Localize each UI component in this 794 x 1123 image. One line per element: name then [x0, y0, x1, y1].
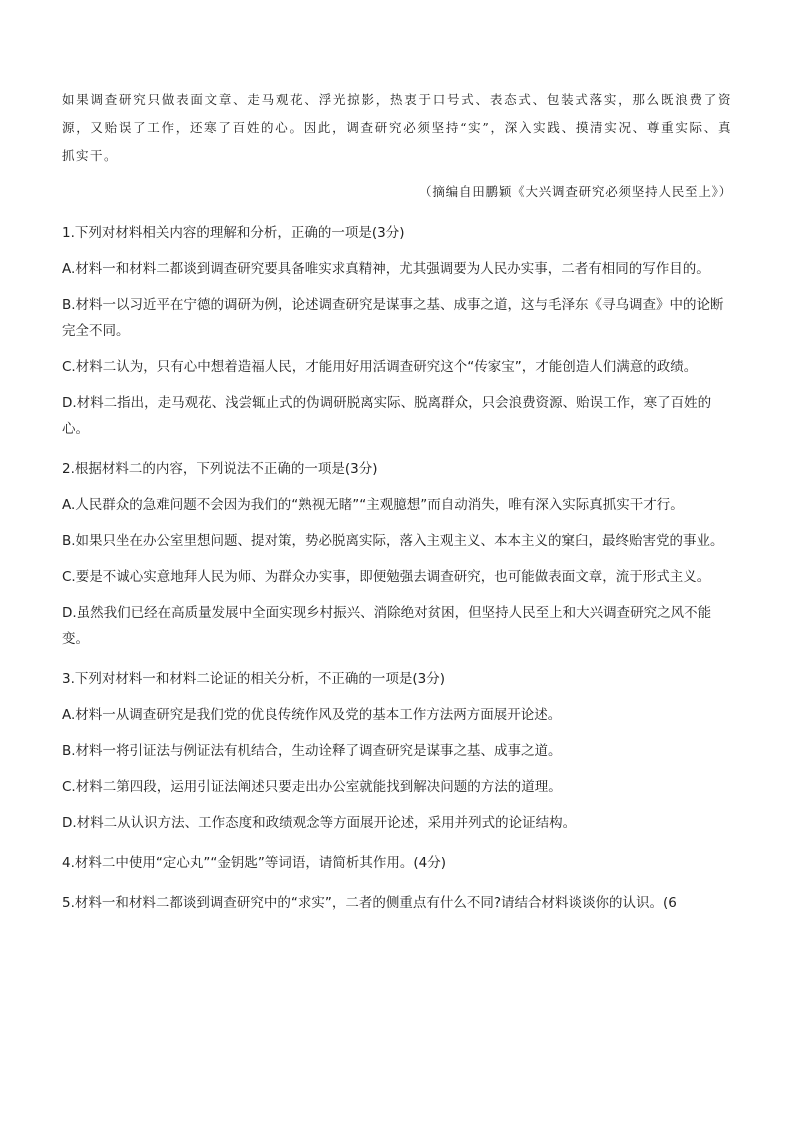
source-citation: （摘编自田鹏颖《大兴调查研究必须坚持人民至上》） [419, 184, 732, 199]
question-stem: 4.材料二中使用“定心丸”“金钥匙”等词语，请简析其作用。(4分) [62, 855, 446, 871]
option-d: D.虽然我们已经在高质量发展中全面实现乡村振兴、消除绝对贫困，但坚持人民至上和大兴调查研究之风不能变。 [62, 605, 712, 647]
question-3 [62, 666, 732, 836]
option-a: A.材料一和材料二都谈到调查研究要具备唯实求真精神，尤其强调要为人民办实事，二者有相同的写作目的。 [62, 261, 710, 277]
question-stem: 3.下列对材料一和材料二论证的相关分析，不正确的一项是(3分) [62, 671, 446, 687]
option-a: A.人民群众的急难问题不会因为我们的“熟视无睹”“主观臆想”而自动消失，唯有深入实际真抓实干才行。 [62, 497, 684, 513]
question-4 [62, 850, 732, 876]
reading-passage-excerpt [62, 86, 732, 170]
option-b: B.材料一以习近平在宁德的调研为例，论述调查研究是谋事之基、成事之道，这与毛泽东《寻乌调查》中的论断完全不同。 [62, 297, 724, 339]
question-stem: 1.下列对材料相关内容的理解和分析，正确的一项是(3分) [62, 225, 405, 241]
question-2 [62, 456, 732, 652]
option-d: D.材料二指出，走马观花、浅尝辄止式的伪调研脱离实际、脱离群众，只会浪费资源、贻误工作，寒了百姓的心。 [62, 395, 712, 437]
question-stem: 5.材料一和材料二都谈到调查研究中的“求实”，二者的侧重点有什么不同?请结合材料谈谈你的认识。(6 [62, 895, 677, 911]
question-1 [62, 220, 732, 442]
option-c: C.材料二认为，只有心中想着造福人民，才能用好用活调查研究这个“传家宝”，才能创造人们满意的政绩。 [62, 359, 698, 375]
question-5 [62, 890, 732, 916]
option-a: A.材料一从调查研究是我们党的优良传统作风及党的基本工作方法两方面展开论述。 [62, 707, 562, 723]
passage-paragraph: 如果调查研究只做表面文章、走马观花、浮光掠影，热衷于口号式、表态式、包装式落实，那么既浪费了资源，又贻误了工作，还寒了百姓的心。因此，调查研究必须坚持“实”，深入实践、摸清实况、尊重实际、真抓实干。 [62, 92, 732, 163]
option-d: D.材料二从认识方法、工作态度和政绩观念等方面展开论述，采用并列式的论证结构。 [62, 815, 577, 831]
option-c: C.材料二第四段，运用引证法阐述只要走出办公室就能找到解决问题的方法的道理。 [62, 779, 562, 795]
option-c: C.要是不诚心实意地拜人民为师、为群众办实事，即便勉强去调查研究，也可能做表面文章，流于形式主义。 [62, 569, 711, 585]
document-page [62, 86, 732, 916]
option-b: B.如果只坐在办公室里想问题、提对策，势必脱离实际，落入主观主义、本本主义的窠臼，最终贻害党的事业。 [62, 533, 724, 549]
question-stem: 2.根据材料二的内容，下列说法不正确的一项是(3分) [62, 461, 378, 477]
option-b: B.材料一将引证法与例证法有机结合，生动诠释了调查研究是谋事之基、成事之道。 [62, 743, 562, 759]
